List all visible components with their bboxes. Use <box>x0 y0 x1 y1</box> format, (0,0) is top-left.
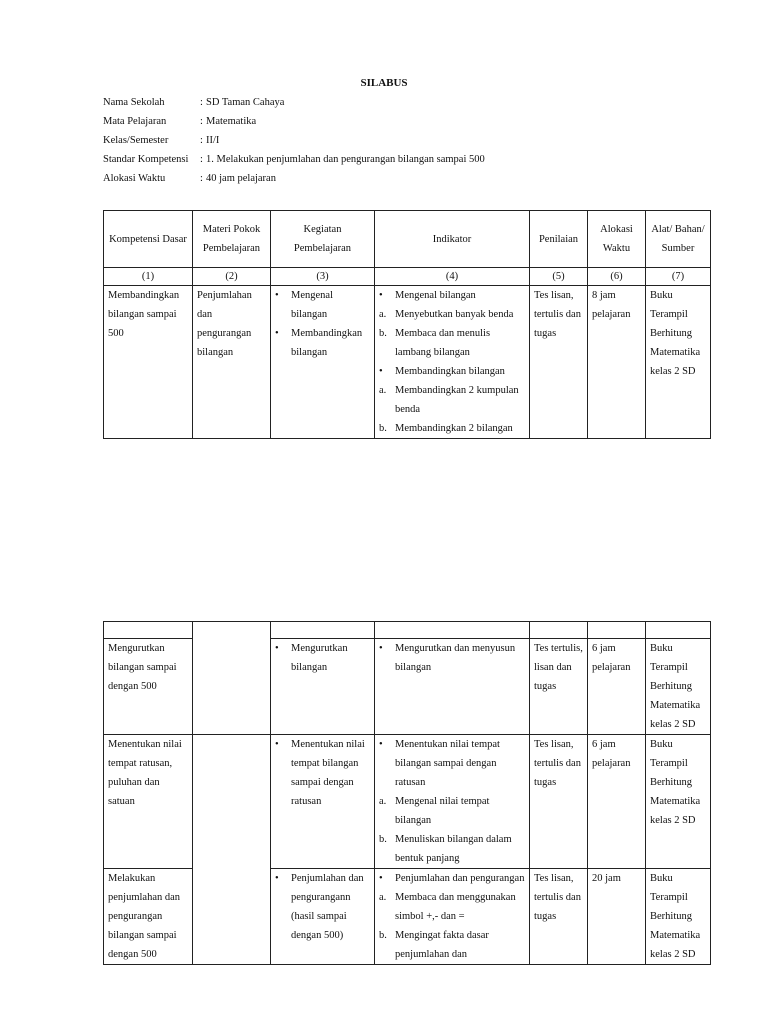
list-item <box>379 830 525 868</box>
list-item <box>379 639 525 677</box>
list-item <box>379 362 525 381</box>
list-item-text: Menentukan nilai tempat bilangan sampai dengan ratusan <box>291 739 365 807</box>
column-number: (3) <box>271 268 375 286</box>
empty-cell <box>193 735 271 965</box>
list-item <box>275 639 370 677</box>
sumber-cell: Buku Terampil Berhitung Matematika kelas 2 SD <box>646 639 711 735</box>
indikator-cell <box>375 286 530 439</box>
list-item-text: Membandingkan bilangan <box>291 328 363 358</box>
info-separator: : <box>200 116 203 127</box>
list-item <box>379 286 525 305</box>
list-item-text: Mengenal nilai tempat bilangan <box>395 796 490 826</box>
bullet-marker: • <box>275 873 279 884</box>
list-item-text: Penjumlahan dan pengurangann (hasil sampai dengan 500) <box>291 873 364 941</box>
sumber-cell: Buku Terampil Berhitung Matematika kelas 2 SD <box>646 286 711 439</box>
alokasi-waktu-cell: 8 jam pelajaran <box>588 286 646 439</box>
list-item <box>379 305 525 324</box>
empty-cell <box>375 622 530 639</box>
bullet-marker: • <box>379 739 383 750</box>
bullet-marker: • <box>379 643 383 654</box>
info-separator: : <box>200 154 203 165</box>
list-item-text: Mengenal bilangan <box>395 290 476 301</box>
bullet-marker: • <box>379 290 383 301</box>
info-label: Mata Pelajaran <box>103 116 167 127</box>
kompetensi-dasar-cell: Melakukan penjumlahan dan pengurangan bilangan sampai dengan 500 <box>104 869 193 965</box>
bullet-marker: a. <box>379 892 387 903</box>
document-title: SILABUS <box>360 77 408 89</box>
list-item <box>379 381 525 419</box>
kegiatan-cell <box>271 286 375 439</box>
column-number: (2) <box>193 268 271 286</box>
penilaian-cell: Tes lisan, tertulis dan tugas <box>530 735 588 869</box>
bullet-marker: • <box>275 328 279 339</box>
list-item <box>379 419 525 438</box>
info-value: II/I <box>206 135 220 146</box>
bullet-marker: a. <box>379 796 387 807</box>
info-row <box>103 133 485 152</box>
bullet-marker: • <box>379 366 383 377</box>
list-item-text: Membandingkan 2 bilangan <box>395 423 513 434</box>
empty-cell <box>193 622 271 735</box>
bullet-marker: b. <box>379 423 387 434</box>
info-separator: : <box>200 97 203 108</box>
list-item-text: Mengurutkan bilangan <box>291 643 348 673</box>
info-separator: : <box>200 173 203 184</box>
list-item-text: Membaca dan menggunakan simbol +,- dan = <box>395 892 516 922</box>
info-value: 1. Melakukan penjumlahan dan pengurangan bilangan sampai 500 <box>206 154 485 165</box>
info-row <box>103 95 485 114</box>
info-value: Matematika <box>206 116 257 127</box>
kegiatan-cell <box>271 869 375 965</box>
column-header: Indikator <box>375 211 530 268</box>
bullet-marker: b. <box>379 328 387 339</box>
continuation-row <box>104 622 711 639</box>
list-item-text: Menentukan nilai tempat bilangan sampai dengan ratusan <box>395 739 500 788</box>
sumber-cell: Buku Terampil Berhitung Matematika kelas 2 SD <box>646 869 711 965</box>
list-item <box>379 324 525 362</box>
bullet-marker: a. <box>379 309 387 320</box>
info-separator: : <box>200 135 203 146</box>
alokasi-waktu-cell: 20 jam <box>588 869 646 965</box>
column-header: Alat/ Bahan/ Sumber <box>646 211 711 268</box>
list-item-text: Menyebutkan banyak benda <box>395 309 514 320</box>
kegiatan-cell <box>271 639 375 735</box>
info-label: Nama Sekolah <box>103 97 165 108</box>
indikator-cell <box>375 735 530 869</box>
info-block <box>103 95 485 190</box>
bullet-marker: • <box>275 290 279 301</box>
info-label: Standar Kompetensi <box>103 154 189 165</box>
column-number: (4) <box>375 268 530 286</box>
column-number: (5) <box>530 268 588 286</box>
info-row <box>103 114 485 133</box>
info-row <box>103 152 485 171</box>
bullet-marker: b. <box>379 930 387 941</box>
column-number-row <box>104 268 711 286</box>
penilaian-cell: Tes lisan, tertulis dan tugas <box>530 286 588 439</box>
list-item-text: Membandingkan bilangan <box>395 366 505 377</box>
kompetensi-dasar-cell: Menentukan nilai tempat ratusan, puluhan dan satuan <box>104 735 193 869</box>
column-number: (1) <box>104 268 193 286</box>
bullet-marker: b. <box>379 834 387 845</box>
bullet-marker: • <box>275 643 279 654</box>
empty-cell <box>646 622 711 639</box>
kegiatan-cell <box>271 735 375 869</box>
list-item <box>379 926 525 964</box>
column-header: Alokasi Waktu <box>588 211 646 268</box>
list-item-text: Mengingat fakta dasar penjumlahan dan <box>395 930 489 960</box>
list-item-text: Mengenal bilangan <box>291 290 333 320</box>
empty-cell <box>588 622 646 639</box>
bullet-marker: a. <box>379 385 387 396</box>
column-number: (7) <box>646 268 711 286</box>
column-number: (6) <box>588 268 646 286</box>
bullet-marker: • <box>275 739 279 750</box>
list-item <box>275 324 370 362</box>
list-item <box>379 888 525 926</box>
list-item-text: Penjumlahan dan pengurangan <box>395 873 525 884</box>
header-row <box>104 211 711 268</box>
sumber-cell: Buku Terampil Berhitung Matematika kelas 2 SD <box>646 735 711 869</box>
penilaian-cell: Tes tertulis, lisan dan tugas <box>530 639 588 735</box>
list-item-text: Membandingkan 2 kumpulan benda <box>395 385 519 415</box>
empty-cell <box>271 622 375 639</box>
kompetensi-dasar-cell: Mengurutkan bilangan sampai dengan 500 <box>104 639 193 735</box>
info-value: SD Taman Cahaya <box>206 97 285 108</box>
list-item-text: Mengurutkan dan menyusun bilangan <box>395 643 516 673</box>
info-label: Kelas/Semester <box>103 135 169 146</box>
column-header: Kompetensi Dasar <box>104 211 193 268</box>
info-value: 40 jam pelajaran <box>206 173 276 184</box>
alokasi-waktu-cell: 6 jam pelajaran <box>588 735 646 869</box>
column-header: Materi Pokok Pembelajaran <box>193 211 271 268</box>
empty-cell <box>104 622 193 639</box>
materi-pokok-cell: Penjumlahan dan pengurangan bilangan <box>193 286 271 439</box>
table-row <box>104 286 711 439</box>
list-item-text: Menuliskan bilangan dalam bentuk panjang <box>395 834 512 864</box>
column-header: Penilaian <box>530 211 588 268</box>
info-label: Alokasi Waktu <box>103 173 166 184</box>
list-item-text: Membaca dan menulis lambang bilangan <box>395 328 491 358</box>
penilaian-cell: Tes lisan, tertulis dan tugas <box>530 869 588 965</box>
indikator-cell <box>375 639 530 735</box>
empty-cell <box>530 622 588 639</box>
list-item <box>275 735 370 811</box>
indikator-cell <box>375 869 530 965</box>
syllabus-table-page-1 <box>103 210 711 439</box>
kompetensi-dasar-cell: Membandingkan bilangan sampai 500 <box>104 286 193 439</box>
list-item <box>275 869 370 945</box>
bullet-marker: • <box>379 873 383 884</box>
list-item <box>379 735 525 792</box>
list-item <box>379 869 525 888</box>
column-header: Kegiatan Pembelajaran <box>271 211 375 268</box>
info-row <box>103 171 485 190</box>
list-item <box>275 286 370 324</box>
table-row <box>104 735 711 869</box>
alokasi-waktu-cell: 6 jam pelajaran <box>588 639 646 735</box>
syllabus-table-page-2 <box>103 621 711 965</box>
list-item <box>379 792 525 830</box>
